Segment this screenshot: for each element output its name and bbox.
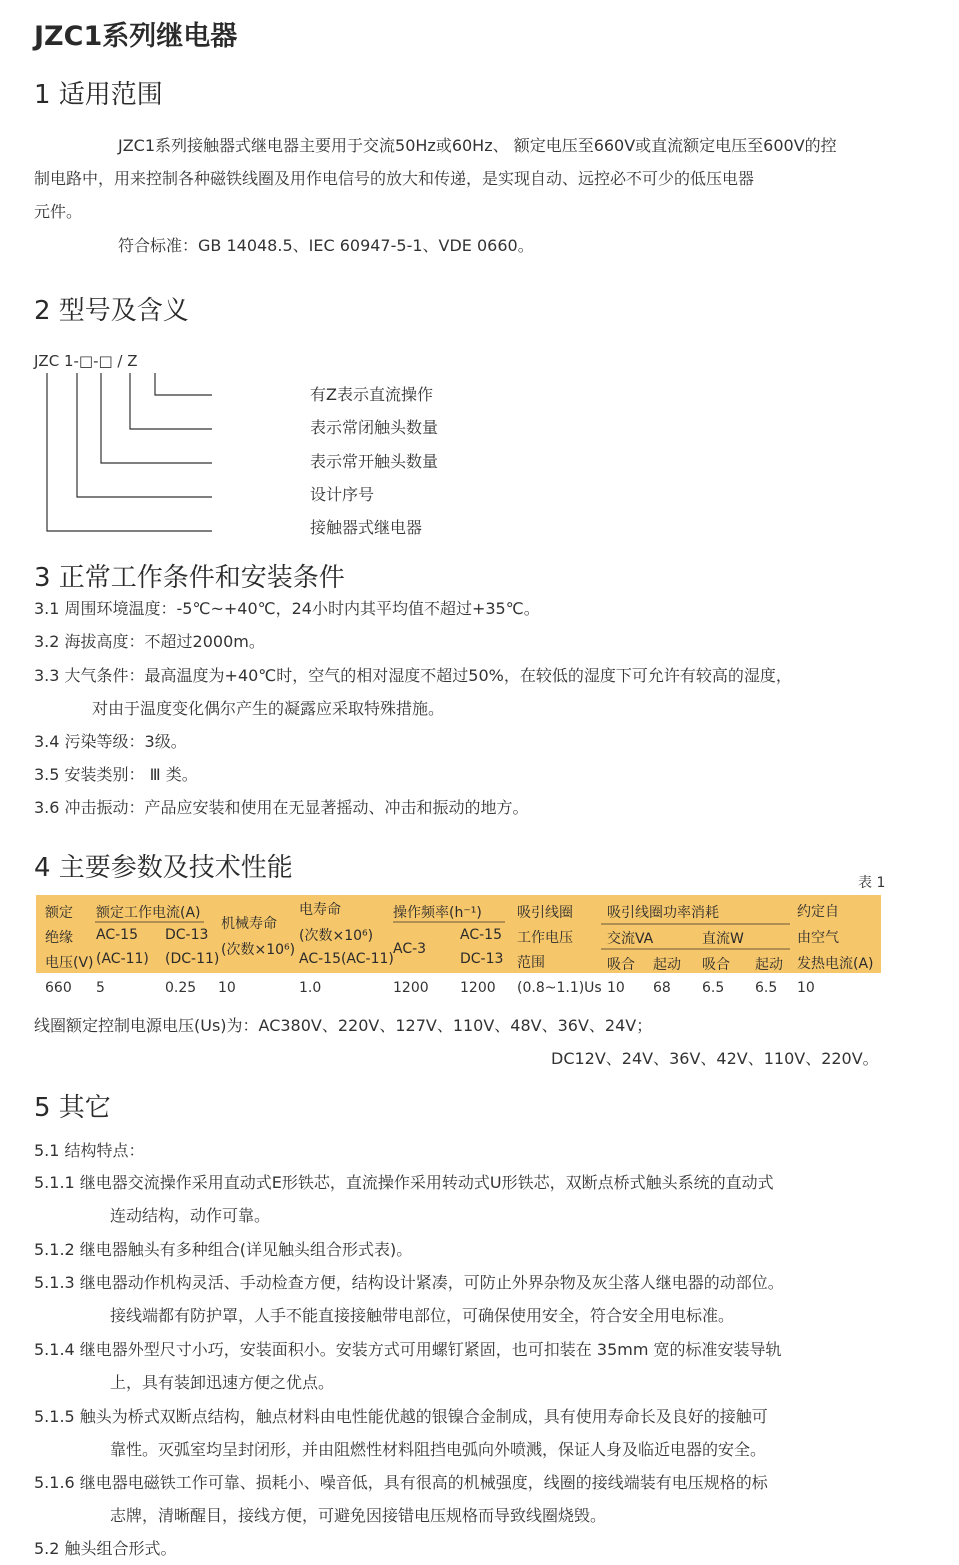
th-elec-unit: (次数×10⁶) (299, 928, 374, 944)
other-line: 连动结构，动作可靠。 (110, 1206, 271, 1225)
section-5-heading: 5 其它 (34, 1093, 111, 1123)
label-no-contacts: 表示常开触头数量 (310, 452, 439, 471)
section-1-heading: 1 适用范围 (34, 80, 163, 110)
table-cell: 0.25 (165, 980, 197, 996)
table-cell: (0.8~1.1)Us (517, 980, 602, 996)
section-4-heading: 4 主要参数及技术性能 (34, 853, 293, 883)
other-line: 5.2 触头组合形式。 (34, 1539, 177, 1558)
table-cell: 1200 (393, 980, 429, 996)
th-mech-life: 机械寿命 (221, 916, 277, 932)
section-1-para-line-1: JZC1系列接触器式继电器主要用于交流50Hz或60Hz、 额定电压至660V或直流额定电压至600V的控 (118, 136, 837, 155)
section-2-heading: 2 型号及含义 (34, 296, 189, 326)
table-cell: 5 (96, 980, 105, 996)
th-dc-w: 直流W (702, 931, 744, 947)
table-cell: 10 (218, 980, 236, 996)
other-line: 5.1.6 继电器电磁铁工作可靠、损耗小、噪音低，具有很高的机械强度，线圈的接线端装有电压规格的标 (34, 1473, 768, 1492)
th-mech-unit: (次数×10⁶) (221, 942, 296, 958)
th-op-freq: 操作频率(h⁻¹) (393, 905, 482, 921)
th-coil-power: 吸引线圈功率消耗 (607, 905, 719, 921)
th-rated-current: 额定工作电流(A) (96, 905, 201, 921)
condition-3-6: 3.6 冲击振动：产品应安装和使用在无显著摇动、冲击和振动的地方。 (34, 798, 529, 817)
th-pull-dc: 吸合 (702, 957, 730, 973)
section-1-para-line-3: 元件。 (34, 202, 83, 221)
other-line: 接线端都有防护罩，人手不能直接接触带电部位，可确保使用安全，符合安全用电标准。 (110, 1306, 735, 1325)
condition-3-1: 3.1 周围环境温度：-5℃~+40℃，24小时内其平均值不超过+35℃。 (34, 599, 540, 618)
other-line: 5.1.2 继电器触头有多种组合(详见触头组合形式表)。 (34, 1240, 413, 1259)
coil-voltage-ac: 线圈额定控制电源电压(Us)为：AC380V、220V、127V、110V、48V、36V、24V； (34, 1016, 653, 1035)
th-dc13b: DC-13 (460, 951, 504, 967)
th-elec-cat: AC-15(AC-11) (299, 951, 394, 967)
other-line: 5.1.4 继电器外型尺寸小巧，安装面积小。安装方式可用螺钉紧固，也可扣装在 35mm 宽的标准安装导轨 (34, 1340, 782, 1359)
th-ac-va: 交流VA (607, 931, 654, 947)
th-rated-insulation-voltage: 额定 绝缘 电压(V) (45, 905, 94, 971)
table-cell: 1200 (460, 980, 496, 996)
label-contactor-relay: 接触器式继电器 (310, 518, 423, 537)
standard-line: 符合标准：GB 14048.5、IEC 60947-5-1、VDE 0660。 (118, 236, 534, 255)
table-cell: 6.5 (755, 980, 778, 996)
th-dc11: (DC-11) (165, 951, 220, 967)
th-ac3: AC-3 (393, 941, 427, 957)
table-cell: 1.0 (299, 980, 322, 996)
section-3-heading: 3 正常工作条件和安装条件 (34, 563, 345, 593)
th-thermal-current: 约定自 由空气 发热电流(A) (797, 904, 874, 972)
label-dc-operation: 有Z表示直流操作 (310, 385, 433, 404)
model-code: JZC 1-□-□ / Z (34, 352, 138, 370)
page-title: JZC1系列继电器 (34, 21, 238, 52)
condition-3-5: 3.5 安装类别： Ⅲ 类。 (34, 765, 198, 784)
table-label: 表 1 (858, 875, 886, 891)
other-line: 上，具有装卸迅速方便之优点。 (110, 1373, 335, 1392)
th-pull-ac: 吸合 (607, 957, 635, 973)
condition-3-4: 3.4 污染等级：3级。 (34, 732, 187, 751)
th-ac15: AC-15 (96, 927, 138, 943)
section-1-para-line-2: 制电路中，用来控制各种磁铁线圈及用作电信号的放大和传递，是实现自动、远控必不可少的低压电器 (34, 169, 755, 188)
other-line: 5.1.5 触头为桥式双断点结构，触点材料由电性能优越的银镍合金制成，具有使用寿命长及良好的接触可 (34, 1407, 768, 1426)
th-start-dc: 起动 (755, 957, 783, 973)
other-line: 5.1.1 继电器交流操作采用直动式E形铁芯，直流操作采用转动式U形铁芯，双断点桥式触头系统的直动式 (34, 1173, 774, 1192)
table-cell: 10 (607, 980, 625, 996)
th-dc13: DC-13 (165, 927, 209, 943)
th-start-ac: 起动 (653, 957, 681, 973)
th-coil-voltage-range: 吸引线圈 工作电压 范围 (517, 905, 573, 971)
coil-voltage-dc: DC12V、24V、36V、42V、110V、220V。 (551, 1049, 879, 1068)
other-line: 5.1.3 继电器动作机构灵活、手动检查方便，结构设计紧凑，可防止外界杂物及灰尘落人继电器的动部位。 (34, 1273, 784, 1292)
condition-3-3-cont: 对由于温度变化偶尔产生的凝露应采取特殊措施。 (92, 699, 445, 718)
label-design-serial: 设计序号 (310, 485, 375, 504)
table-cell: 660 (45, 980, 72, 996)
other-line: 5.1 结构特点： (34, 1141, 145, 1160)
other-line: 志牌，清晰醒目，接线方便，可避免因接错电压规格而导致线圈烧毁。 (110, 1506, 607, 1525)
condition-3-2: 3.2 海拔高度：不超过2000m。 (34, 632, 265, 651)
condition-3-3: 3.3 大气条件：最高温度为+40℃时，空气的相对湿度不超过50%，在较低的湿度下可允许有较高的湿度， (34, 666, 792, 685)
other-line: 靠性。灭弧室均呈封闭形，并由阻燃性材料阻挡电弧向外喷溅，保证人身及临近电器的安全。 (110, 1440, 767, 1459)
label-nc-contacts: 表示常闭触头数量 (310, 418, 439, 437)
table-cell: 6.5 (702, 980, 725, 996)
table-cell: 10 (797, 980, 815, 996)
table-cell: 68 (653, 980, 671, 996)
th-ac11: (AC-11) (96, 951, 149, 967)
th-elec-life: 电寿命 (299, 902, 341, 918)
th-ac15b: AC-15 (460, 927, 502, 943)
